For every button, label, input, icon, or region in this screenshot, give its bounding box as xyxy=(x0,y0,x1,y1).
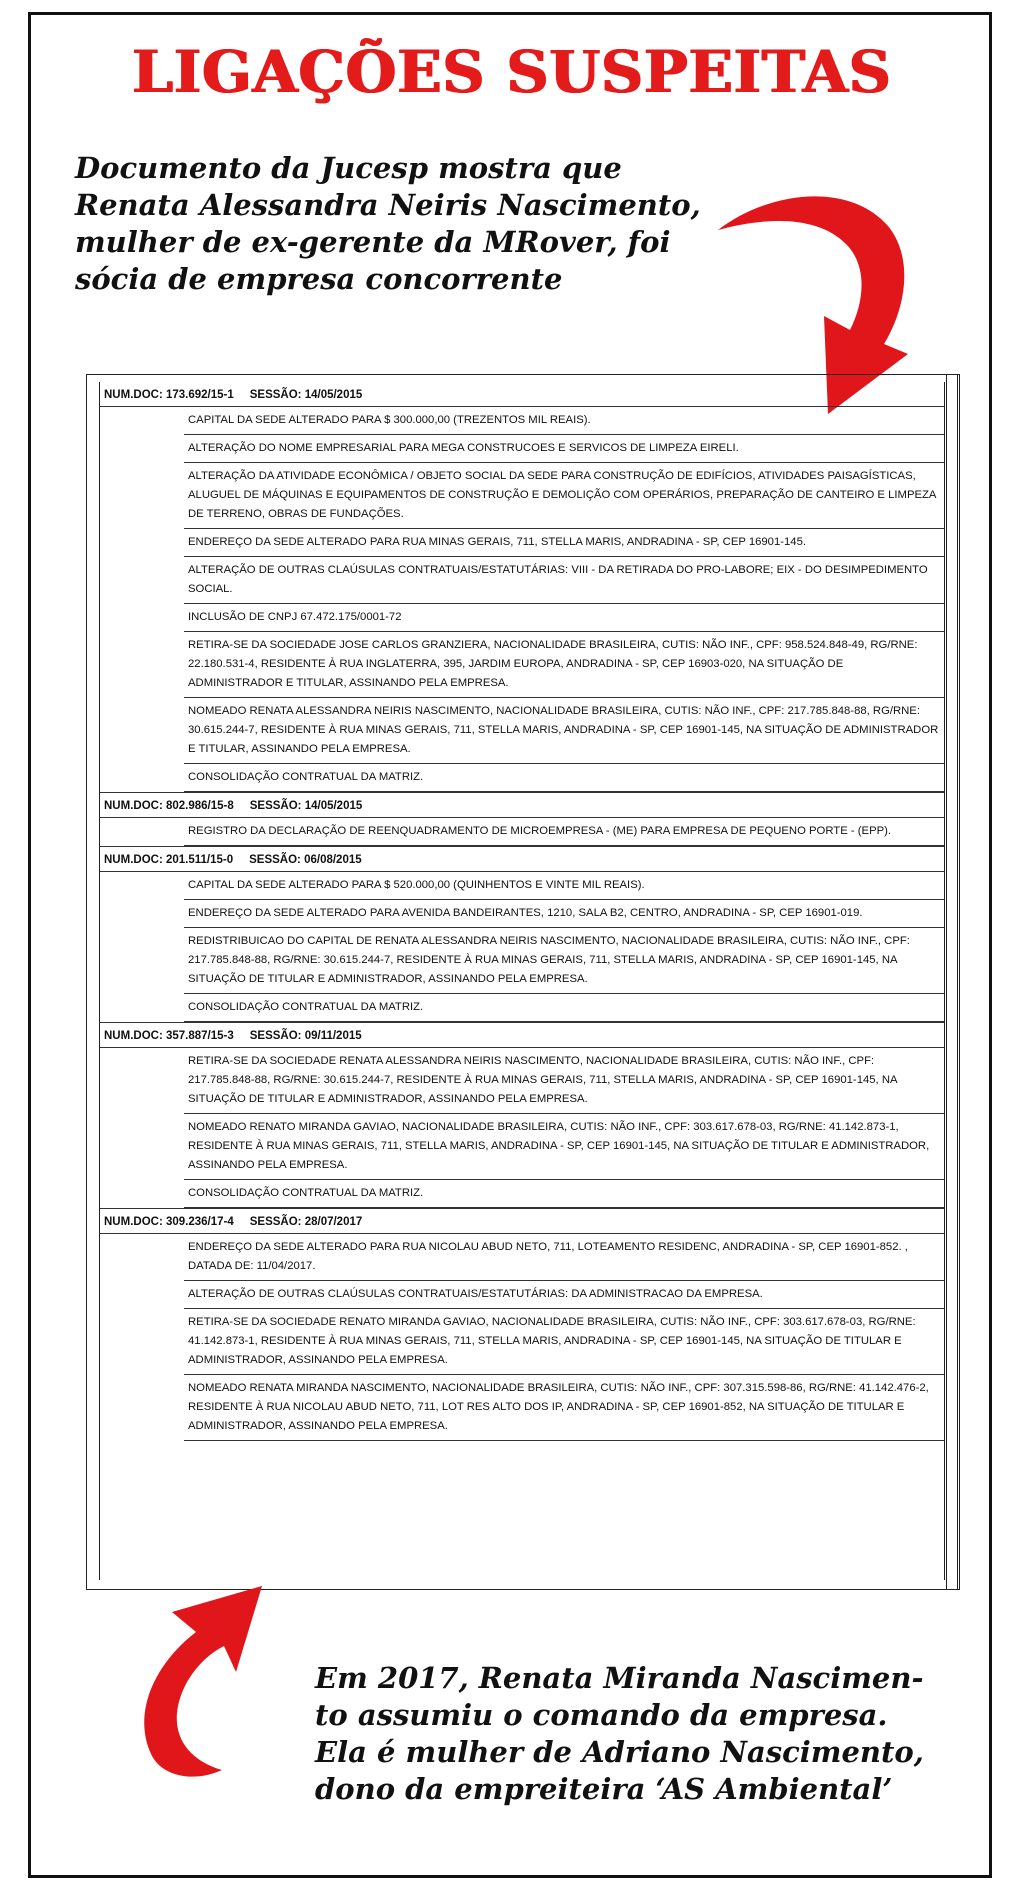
entry-item: CONSOLIDAÇÃO CONTRATUAL DA MATRIZ. xyxy=(184,994,944,1022)
lead-line: sócia de empresa concorrente xyxy=(75,262,563,296)
sessao-date: SESSÃO: 09/11/2015 xyxy=(249,1030,362,1042)
num-doc: NUM.DOC: 357.887/15-3 xyxy=(104,1030,234,1042)
section-header xyxy=(100,382,944,407)
caption-line: Ela é mulher de Adriano Nascimento, xyxy=(315,1735,924,1769)
entry-item: REDISTRIBUICAO DO CAPITAL DE RENATA ALESSANDRA NEIRIS NASCIMENTO, NACIONALIDADE BRASILEIRA, CUTIS: NÃO INF., CPF: 217.785.848-88, RG/RNE: 30.615.244-7, RESIDENTE À RUA MINAS GERAIS, 711, STELLA MARIS, ANDRADINA - SP, CEP 16901-145, NA SITUAÇÃO DE TITULAR E ADMINISTRADOR, ASSINANDO PELA EMPRESA. xyxy=(184,928,944,994)
entry-item: ALTERAÇÃO DE OUTRAS CLAÚSULAS CONTRATUAIS/ESTATUTÁRIAS: VIII - DA RETIRADA DO PRO-LABORE; EIX - DO DESIMPEDIMENTO SOCIAL. xyxy=(184,557,944,604)
section-header xyxy=(100,1208,944,1234)
section-header xyxy=(100,792,944,818)
entry-item: NOMEADO RENATA MIRANDA NASCIMENTO, NACIONALIDADE BRASILEIRA, CUTIS: NÃO INF., CPF: 307.315.598-86, RG/RNE: 41.142.476-2, RESIDENTE À RUA NICOLAU ABUD NETO, 711, LOT RES ALTO DOS IP, ANDRADINA - SP, CEP 16901-852, NA SITUAÇÃO DE TITULAR E ADMINISTRADOR, ASSINANDO PELA EMPRESA. xyxy=(184,1375,944,1441)
num-doc: NUM.DOC: 309.236/17-4 xyxy=(104,1216,234,1228)
sessao-date: SESSÃO: 14/05/2015 xyxy=(249,389,363,401)
entry-item: ALTERAÇÃO DA ATIVIDADE ECONÔMICA / OBJETO SOCIAL DA SEDE PARA CONSTRUÇÃO DE EDIFÍCIOS, ATIVIDADES PAISAGÍSTICAS, ALUGUEL DE MÁQUINAS E EQUIPAMENTOS DE CONSTRUÇÃO E DEMOLIÇÃO COM OPERÁRIOS, PREPARAÇÃO DE CANTEIRO E LIMPEZA DE TERRENO, OBRAS DE FUNDAÇÕES. xyxy=(184,463,944,529)
caption-line: Em 2017, Renata Miranda Nascimen- xyxy=(315,1661,924,1695)
entry-item: ALTERAÇÃO DO NOME EMPRESARIAL PARA MEGA CONSTRUCOES E SERVICOS DE LIMPEZA EIRELI. xyxy=(184,435,944,463)
document-entries xyxy=(100,382,944,1441)
entry-item: ALTERAÇÃO DE OUTRAS CLAÚSULAS CONTRATUAIS/ESTATUTÁRIAS: DA ADMINISTRACAO DA EMPRESA. xyxy=(184,1281,944,1309)
document-side-bar xyxy=(946,375,958,1589)
entry-item: ENDEREÇO DA SEDE ALTERADO PARA AVENIDA BANDEIRANTES, 1210, SALA B2, CENTRO, ANDRADINA - SP, CEP 16901-019. xyxy=(184,900,944,928)
lead-line: Renata Alessandra Neiris Nascimento, xyxy=(75,188,701,222)
num-doc: NUM.DOC: 201.511/15-0 xyxy=(104,854,234,866)
entry-item: REGISTRO DA DECLARAÇÃO DE REENQUADRAMENTO DE MICROEMPRESA - (ME) PARA EMPRESA DE PEQUENO PORTE - (EPP). xyxy=(184,818,944,846)
entry-item: ENDEREÇO DA SEDE ALTERADO PARA RUA NICOLAU ABUD NETO, 711, LOTEAMENTO RESIDENC, ANDRADINA - SP, CEP 16901-852. , DATADA DE: 11/04/2017. xyxy=(184,1234,944,1281)
headline: LIGAÇÕES SUSPEITAS xyxy=(132,38,892,106)
entry-item: CONSOLIDAÇÃO CONTRATUAL DA MATRIZ. xyxy=(184,1180,944,1208)
section-header xyxy=(100,1022,944,1048)
entry-item: RETIRA-SE DA SOCIEDADE RENATO MIRANDA GAVIAO, NACIONALIDADE BRASILEIRA, CUTIS: NÃO INF., CPF: 303.617.678-03, RG/RNE: 41.142.873-1, RESIDENTE À RUA MINAS GERAIS, 711, STELLA MARIS, ANDRADINA - SP, CEP 16901-145, NA SITUAÇÃO DE TITULAR E ADMINISTRADOR, ASSINANDO PELA EMPRESA. xyxy=(184,1309,944,1375)
num-doc: NUM.DOC: 802.986/15-8 xyxy=(104,800,234,812)
entry-item: ENDEREÇO DA SEDE ALTERADO PARA RUA MINAS GERAIS, 711, STELLA MARIS, ANDRADINA - SP, CEP 16901-145. xyxy=(184,529,944,557)
lead-line: mulher de ex-gerente da MRover, foi xyxy=(75,225,671,259)
curved-arrow-up-icon xyxy=(112,1556,322,1786)
caption-line: to assumiu o comando da empresa. xyxy=(315,1698,888,1732)
entry-item: CAPITAL DA SEDE ALTERADO PARA $ 300.000,00 (TREZENTOS MIL REAIS). xyxy=(184,407,944,435)
entry-item: NOMEADO RENATO MIRANDA GAVIAO, NACIONALIDADE BRASILEIRA, CUTIS: NÃO INF., CPF: 303.617.678-03, RG/RNE: 41.142.873-1, RESIDENTE À RUA MINAS GERAIS, 711, STELLA MARIS, ANDRADINA - SP, CEP 16901-145, NA SITUAÇÃO DE TITULAR E ADMINISTRADOR, ASSINANDO PELA EMPRESA. xyxy=(184,1114,944,1180)
entry-item: CAPITAL DA SEDE ALTERADO PARA $ 520.000,00 (QUINHENTOS E VINTE MIL REAIS). xyxy=(184,872,944,900)
entry-item: RETIRA-SE DA SOCIEDADE RENATA ALESSANDRA NEIRIS NASCIMENTO, NACIONALIDADE BRASILEIRA, CUTIS: NÃO INF., CPF: 217.785.848-88, RG/RNE: 30.615.244-7, RESIDENTE À RUA MINAS GERAIS, 711, STELLA MARIS, ANDRADINA - SP, CEP 16901-145, NA SITUAÇÃO DE TITULAR E ADMINISTRADOR, ASSINANDO PELA EMPRESA. xyxy=(184,1048,944,1114)
lead-line: Documento da Jucesp mostra que xyxy=(75,151,622,185)
sessao-date: SESSÃO: 06/08/2015 xyxy=(249,854,362,866)
caption-text xyxy=(315,1660,955,1808)
sessao-date: SESSÃO: 14/05/2015 xyxy=(249,800,363,812)
caption-line: dono da empreiteira ‘AS Ambiental’ xyxy=(315,1772,893,1806)
num-doc: NUM.DOC: 173.692/15-1 xyxy=(104,389,234,401)
sessao-date: SESSÃO: 28/07/2017 xyxy=(249,1216,363,1228)
document-table xyxy=(99,382,945,1580)
jucesp-document xyxy=(86,374,960,1590)
lead-text xyxy=(75,150,715,298)
section-header xyxy=(100,846,944,872)
entry-item: RETIRA-SE DA SOCIEDADE JOSE CARLOS GRANZIERA, NACIONALIDADE BRASILEIRA, CUTIS: NÃO INF., CPF: 958.524.848-49, RG/RNE: 22.180.531-4, RESIDENTE À RUA INGLATERRA, 395, JARDIM EUROPA, ANDRADINA - SP, CEP 16903-020, NA SITUAÇÃO DE ADMINISTRADOR E TITULAR, ASSINANDO PELA EMPRESA. xyxy=(184,632,944,698)
entry-item: INCLUSÃO DE CNPJ 67.472.175/0001-72 xyxy=(184,604,944,632)
entry-item: NOMEADO RENATA ALESSANDRA NEIRIS NASCIMENTO, NACIONALIDADE BRASILEIRA, CUTIS: NÃO INF., CPF: 217.785.848-88, RG/RNE: 30.615.244-7, RESIDENTE À RUA MINAS GERAIS, 711, STELLA MARIS, ANDRADINA - SP, CEP 16901-145, NA SITUAÇÃO DE ADMINISTRADOR E TITULAR, ASSINANDO PELA EMPRESA. xyxy=(184,698,944,764)
entry-item: CONSOLIDAÇÃO CONTRATUAL DA MATRIZ. xyxy=(184,764,944,792)
